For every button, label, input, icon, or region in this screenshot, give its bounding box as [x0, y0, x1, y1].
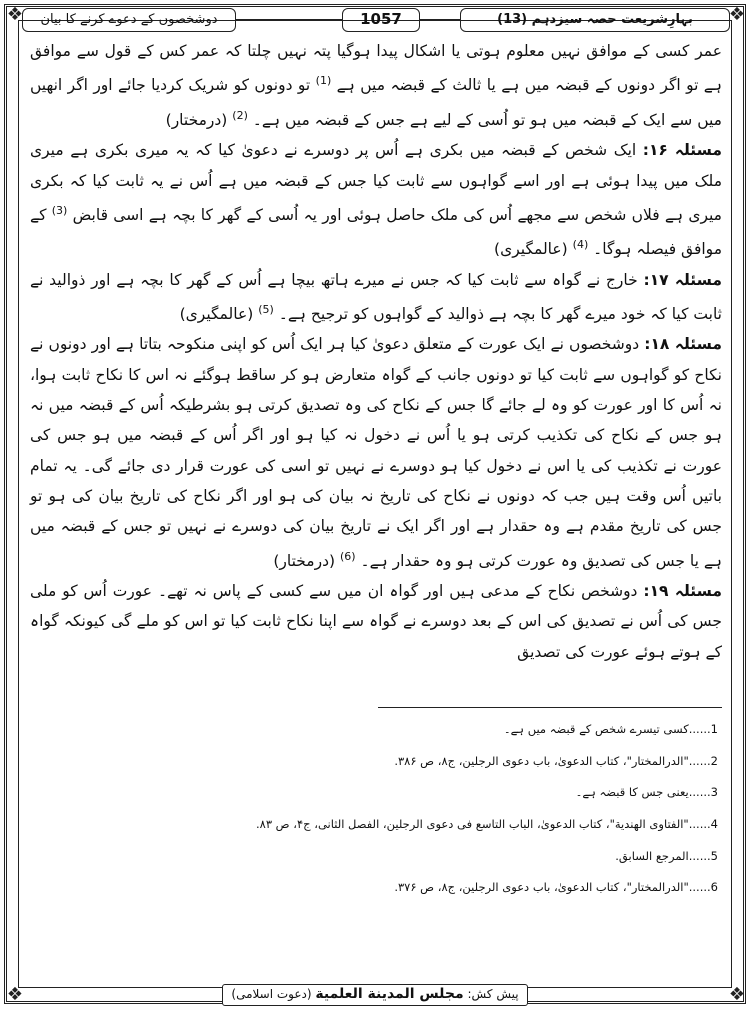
source-citation: (عالمگیری)	[494, 240, 568, 259]
footnote: 1......کسی تیسرے شخص کے قبضہ میں ہے۔	[503, 722, 718, 736]
page-header	[22, 8, 730, 34]
footnote-ref[interactable]: (5)	[258, 303, 274, 316]
masala-18	[30, 329, 722, 576]
paragraph-text: ایک شخص کے قبضہ میں بکری ہے اُس پر دوسرے نے دعویٰ کیا کہ یہ میری بکری ہے میری ملک میں پیدا ہوئی ہے اور اسے گواہوں سے ثابت کیا جس کے قبضہ میں ہے اُس نے یہ ثابت کیا کہ بکری میری ہے فلاں شخص سے مجھے اُس کی ملک حاصل ہوئی اور یہ اُسی کے گھر کا بچہ ہے اسی قابض	[30, 141, 722, 224]
footnote-separator	[378, 707, 722, 708]
masala-19	[30, 576, 722, 667]
footer-suffix: (دعوت اسلامی)	[231, 987, 312, 1001]
footnote: 2......"الدرالمختار"، کتاب الدعویٰ، باب دعوی الرجلین، ج۸، ص ۳۸۶.	[394, 753, 718, 768]
footer-prefix: پیش کش:	[467, 987, 519, 1001]
masala-label: مسئلہ ۱۷:	[643, 270, 722, 289]
source-citation: (عالمگیری)	[179, 305, 254, 324]
header-rule	[420, 19, 460, 21]
page-number: 1057	[342, 8, 420, 32]
book-title: بہارِشریعت حصہ سیزدہم (13)	[460, 8, 730, 32]
corner-ornament: ❖	[6, 984, 24, 1005]
masala-label: مسئلہ ۱۶:	[642, 141, 722, 160]
corner-ornament: ❖	[728, 984, 746, 1005]
publisher-footer	[222, 984, 528, 1006]
source-citation: (درمختار)	[273, 551, 336, 570]
footnote-ref[interactable]: (2)	[232, 108, 248, 122]
footnote-ref[interactable]: (6)	[339, 549, 356, 563]
footnote-ref[interactable]: (4)	[572, 238, 589, 252]
main-text	[30, 36, 722, 702]
footnote: 6......"الدرالمختار"، کتاب الدعویٰ، باب دعوی الرجلین، ج۸، ص ۳۷۶.	[394, 880, 718, 895]
source-citation: (درمختار)	[165, 110, 228, 129]
footnote: 4......"الفتاوی الهندية"، کتاب الدعویٰ، الباب التاسع فی دعوی الرجلین، الفصل الثانی، ج۴، ص ۸۳.	[256, 817, 718, 832]
paragraph-text: کے موافق فیصلہ ہوگا۔	[30, 205, 722, 259]
masala-16	[30, 135, 722, 265]
footnote-ref[interactable]: (3)	[51, 203, 68, 217]
corner-ornament: ❖	[6, 4, 24, 25]
paragraph-text: تو دونوں کو شریک کردیا جائے اور اگر انھیں میں سے ایک کے قبضہ میں ہو تو اُسی کے لیے ہے جس کے قبضہ میں ہے۔	[30, 76, 722, 129]
paragraph-text: عمر کسی کے موافق نہیں معلوم ہوتی یا اشکال پیدا ہوگیا پتہ نہیں چلتا کہ عمر کس کے قول سے موافق ہے تو اگر دونوں کے قبضہ میں ہے یا ثالث کے قبضہ میں ہے	[30, 42, 722, 95]
masala-label: مسئلہ ۱۸:	[644, 335, 722, 354]
paragraph-text: دوشخص نکاح کے مدعی ہیں اور گواہ ان میں سے کسی کے پاس نہ تھے۔ عورت اُس کو ملی جس کی اُس نے تصدیق کی اس کے بعد دوسرے نے گواہ سے اپنا نکاح ثابت کیا تو اس کو ملے گی کیونکہ گواہ کے ہوتے ہوئے عورت کی تصدیق	[30, 581, 722, 661]
paragraph	[30, 36, 722, 135]
footnote: 3......یعنی جس کا قبضہ ہے۔	[575, 785, 718, 800]
footnotes	[30, 714, 718, 904]
footnote: 5......المرجع السابق.	[615, 848, 718, 863]
header-rule	[236, 19, 342, 21]
publisher-name: مجلس المدینة العلمیة	[315, 986, 464, 1002]
paragraph-text: دوشخصوں نے ایک عورت کے متعلق دعویٰ کیا ہر ایک اُس کو اپنی منکوحہ بتاتا ہے اور دونوں نے نکاح کو گواہوں سے ثابت کیا تو دونوں جانب کے گواہ متعارض ہو کر ساقط ہوگئے نہ اس کا نکاح ثابت ہوا، نہ اُس کا اور عورت کو وہ لے جائے گا جس کے نکاح کی وہ تصدیق کرتی ہو بشرطیکہ اُس کے قبضہ میں نہ ہو جس کے نکاح کی تکذیب کرتی ہو یا اُس نے دخول نہ کیا ہو اور اگر اُس کے قبضہ میں ہو جس کی عورت نے تکذیب کی یا اس نے دخول کیا ہو دوسرے نے نہیں تو اسی کی عورت قرار دی جائے گی۔ یہ تمام باتیں اُس وقت ہیں جب کہ دونوں نے نکاح کی تاریخ نہ بیان کی ہو اور اگر نکاح کی تاریخ بیان کی ہو تو جس کی تاریخ مقدم ہے وہ حقدار ہے اور اگر ایک نے تاریخ بیان کی دوسرے نے نہیں تو جس کے قبضہ میں ہے یا جس کی تصدیق وہ عورت کرتی ہو وہ حقدار ہے۔	[30, 335, 722, 570]
masala-17	[30, 265, 722, 330]
section-title: دوشخصوں کے دعوے کرنے کا بیان	[22, 8, 236, 32]
footnote-ref[interactable]: (1)	[315, 74, 332, 88]
masala-label: مسئلہ ۱۹:	[643, 581, 722, 600]
paragraph-text: خارج نے گواہ سے ثابت کیا کہ جس نے میرے ہاتھ بیچا ہے اُس کے گھر کا بچہ ہے اور ذوالید نے ثابت کیا کہ خود میرے گھر کا بچہ ہے ذوالید کے گواہوں کو ترجیح ہے۔	[30, 270, 722, 324]
corner-ornament: ❖	[728, 4, 746, 25]
